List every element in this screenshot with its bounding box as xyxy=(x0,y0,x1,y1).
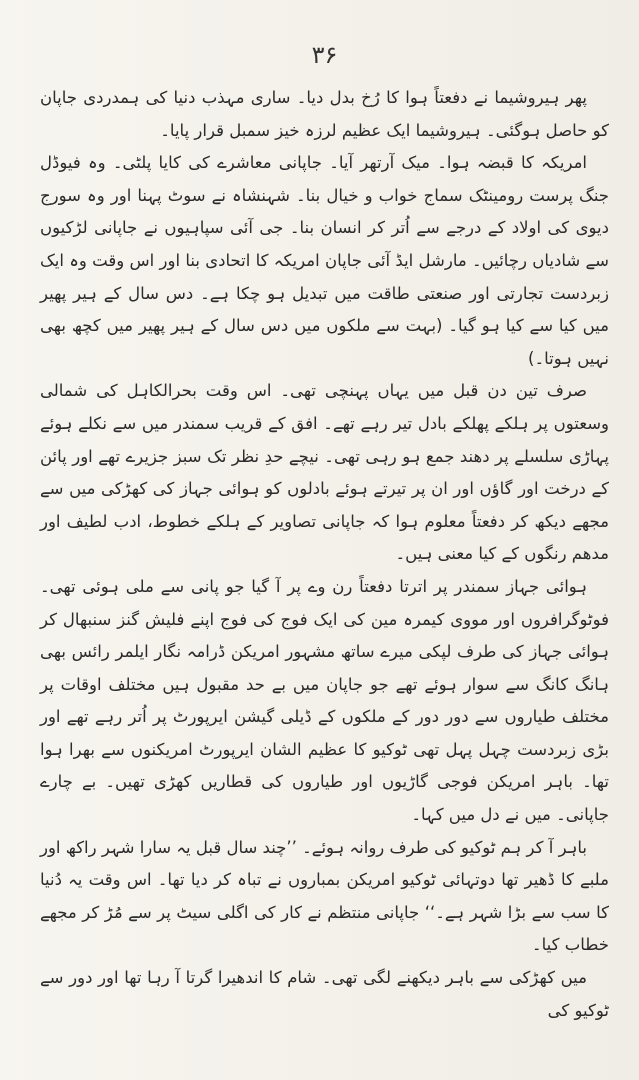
paragraph-landing: ہوائی جہاز سمندر پر اترتا دفعتاً رن وے پر آ گیا جو پانی سے ملی ہوئی تھی۔ فوٹوگرافروں اور مووی کیمرہ مین کی ایک فوج کی فوج اپنے فلیش گنز سنبھال کر ہوائی جہاز کی طرف لپکی میرے ساتھ مشہور امریکن ڈرامہ نگار ایلمر رائس بھی ہانگ کانگ سے سوار ہوئے تھے جو جاپان میں بے حد مقبول ہیں مختلف اوقات پر مختلف طیاروں سے دور دور کے ملکوں کے ڈیلی گیشن ایرپورٹ پر اُتر رہے تھے اور بڑی زبردست چہل پہل تھی ٹوکیو کا عظیم الشان ایرپورٹ امریکنوں سے بھرا ہوا تھا۔ باہر امریکن فوجی گاڑیوں اور طیاروں کی قطاریں کھڑی تھیں۔ بے چارے جاپانی۔ میں نے دل میں کہا۔ xyxy=(40,576,609,825)
page-body xyxy=(40,82,609,1027)
paragraph-evening: میں کھڑکی سے باہر دیکھنے لگی تھی۔ شام کا اندھیرا گرتا آ رہا تھا اور دور سے ٹوکیو کی xyxy=(40,968,609,1020)
paragraph-hiroshima: پھر ہیروشیما نے دفعتاً ہوا کا رُخ بدل دیا۔ ساری مہذب دنیا کی ہمدردی جاپان کو حاصل ہوگئی۔ ہیروشیما ایک عظیم لرزہ خیز سمبل قرار پایا۔ xyxy=(40,88,609,140)
paragraph-drive-to-tokyo: باہر آ کر ہم ٹوکیو کی طرف روانہ ہوئے۔ ’’چند سال قبل یہ سارا شہر راکھ اور ملبے کا ڈھیر تھا دوتہائی ٹوکیو امریکن بمباروں نے تباہ کر دیا تھا۔ اس وقت یہ دُنیا کا سب سے بڑا شہر ہے۔‘‘ جاپانی منتظم نے کار کی اگلی سیٹ پر سے مُڑ کر مجھے خطاب کیا۔ xyxy=(40,837,609,955)
paragraph-american-occupation: امریکہ کا قبضہ ہوا۔ میک آرتھر آیا۔ جاپانی معاشرے کی کایا پلٹی۔ وہ فیوڈل جنگ پرست رومینٹک سماج خواب و خیال بنا۔ شہنشاہ نے سوٹ پہنا اور وہ سورج دیوی کی اولاد کے درجے سے اُتر کر انسان بنا۔ جی آئی سپاہیوں نے جاپانی لڑکیوں سے شادیاں رچائیں۔ مارشل ایڈ آئی جاپان امریکہ کا اتحادی بنا اور اس وقت وہ ایک زبردست تجارتی اور صنعتی طاقت میں تبدیل ہو چکا ہے۔ دس سال کے ہیر پھیر میں کیا سے کیا ہو گیا۔ (بہت سے ملکوں میں دس سال کے ہیر پھیر میں کچھ بھی نہیں ہوتا۔) xyxy=(40,153,609,368)
paragraph-arrival: صرف تین دن قبل میں یہاں پہنچی تھی۔ اس وقت بحرالکاہل کی شمالی وسعتوں پر ہلکے پھلکے بادل تیر رہے تھے۔ افق کے قریب سمندر میں سے نکلے ہوئے پہاڑی سلسلے پر دھند جمع ہو رہی تھی۔ نیچے حدِ نظر تک سبز جزیرے تھے اور پائن کے درخت اور گاؤں اور ان پر تیرتے ہوئے بادلوں کو ہوائی جہاز کی کھڑکی میں سے مجھے دیکھ کر دفعتاً معلوم ہوا کہ جاپانی تصاویر کے ہلکے خطوط، ادب لطیف اور مدھم رنگوں کے کیا معنی ہیں۔ xyxy=(40,381,609,564)
page-number: ۳۶ xyxy=(311,41,338,69)
